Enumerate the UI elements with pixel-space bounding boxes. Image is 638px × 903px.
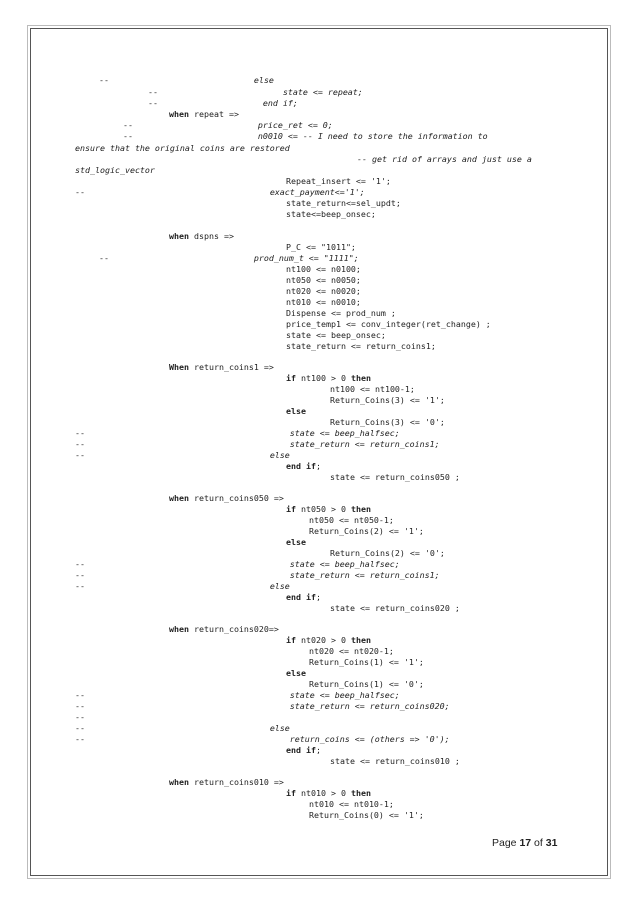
code-line — [75, 450, 290, 460]
code-line — [169, 362, 274, 372]
code-keyword: then — [350, 373, 371, 383]
code-comment: state_return <= return_coins1; — [289, 439, 440, 449]
code-text: Return_Coins(1) <= '1'; — [309, 657, 424, 667]
code-text: return_coins010 => — [188, 777, 284, 787]
code-text: repeat => — [188, 109, 239, 119]
code-line — [330, 472, 460, 482]
code-comment: return_coins <= (others => '0'); — [289, 734, 450, 744]
code-line — [286, 341, 436, 351]
code-comment: -- get rid of arrays and just use a — [357, 154, 532, 164]
code-line — [75, 570, 440, 580]
code-keyword: else — [286, 537, 306, 547]
code-line — [123, 120, 333, 130]
code-text: state<=beep_onsec; — [286, 209, 376, 219]
code-line — [309, 515, 394, 525]
code-comment: else — [269, 723, 290, 733]
code-keyword: end if — [286, 592, 316, 602]
code-line — [286, 406, 306, 416]
code-text: ; — [315, 461, 321, 471]
code-line — [75, 701, 450, 711]
code-line — [309, 657, 424, 667]
code-text: state_return <= return_coins1; — [286, 341, 436, 351]
code-text: nt010 <= nt010-1; — [309, 799, 394, 809]
code-text: nt050 > 0 — [296, 504, 351, 514]
code-line — [75, 187, 365, 197]
code-text: nt100 <= n0100; — [286, 264, 361, 274]
code-keyword: then — [350, 504, 371, 514]
code-text: Dispense <= prod_num ; — [286, 308, 396, 318]
code-keyword: else — [286, 406, 306, 416]
code-line — [148, 87, 363, 97]
code-text: Return_Coins(1) <= '0'; — [309, 679, 424, 689]
code-comment: state_return <= return_coins1; — [289, 570, 440, 580]
code-line — [286, 242, 356, 252]
code-text: -- — [123, 120, 258, 130]
code-text: -- — [148, 98, 263, 108]
code-line — [75, 581, 290, 591]
code-keyword: else — [286, 668, 306, 678]
code-line — [286, 592, 321, 602]
code-line — [286, 176, 391, 186]
code-text: Return_Coins(0) <= '1'; — [309, 810, 424, 820]
code-line — [286, 308, 396, 318]
code-text: -- — [75, 723, 270, 733]
code-line — [309, 646, 394, 656]
code-keyword: end if — [286, 745, 316, 755]
code-text: -- — [75, 734, 290, 744]
code-text: Repeat_insert <= '1'; — [286, 176, 391, 186]
code-keyword: if — [286, 504, 296, 514]
code-text: -- — [75, 439, 290, 449]
code-line — [99, 75, 274, 85]
code-comment: exact_payment<='1'; — [269, 187, 365, 197]
code-comment: state <= beep_halfsec; — [289, 559, 400, 569]
code-line — [75, 559, 400, 569]
code-keyword: if — [286, 788, 296, 798]
code-line — [286, 198, 401, 208]
page-number: 17 — [519, 837, 532, 849]
code-line — [286, 330, 386, 340]
code-comment: state <= repeat; — [282, 87, 363, 97]
code-line — [330, 548, 445, 558]
code-text: nt020 <= nt020-1; — [309, 646, 394, 656]
code-line — [330, 603, 460, 613]
code-text: return_coins050 => — [188, 493, 284, 503]
code-text: price_temp1 <= conv_integer(ret_change) ; — [286, 319, 491, 329]
code-comment: state <= beep_halfsec; — [289, 428, 400, 438]
code-text: -- — [123, 131, 258, 141]
code-line — [75, 439, 440, 449]
code-line — [286, 537, 306, 547]
code-text: ; — [315, 592, 321, 602]
code-text: -- — [148, 87, 283, 97]
code-keyword: when — [169, 231, 189, 241]
total-pages: 31 — [545, 837, 558, 849]
code-line — [309, 526, 424, 536]
code-comment: prod_num_t <= "1111"; — [253, 253, 359, 263]
code-text: -- — [75, 690, 290, 700]
code-text: nt050 <= n0050; — [286, 275, 361, 285]
code-line — [148, 98, 298, 108]
code-line — [330, 417, 445, 427]
code-line — [75, 712, 85, 722]
code-line — [286, 319, 491, 329]
code-line — [330, 384, 415, 394]
code-text: -- — [75, 712, 85, 722]
code-line — [357, 154, 532, 164]
code-keyword: then — [350, 788, 371, 798]
code-line — [169, 777, 284, 787]
code-line — [286, 788, 371, 798]
page-label: Page — [492, 837, 520, 849]
code-line — [286, 461, 321, 471]
code-text: nt100 <= nt100-1; — [330, 384, 415, 394]
code-text: -- — [75, 428, 290, 438]
code-comment: else — [269, 581, 290, 591]
code-text: -- — [75, 187, 270, 197]
code-keyword: when — [169, 493, 189, 503]
code-line — [286, 264, 361, 274]
code-text: state <= return_coins010 ; — [330, 756, 460, 766]
code-line — [286, 668, 306, 678]
code-comment: ensure that the original coins are restored — [75, 143, 290, 153]
code-line — [286, 745, 321, 755]
code-keyword: then — [350, 635, 371, 645]
code-text: nt020 <= n0020; — [286, 286, 361, 296]
code-text: Return_Coins(2) <= '0'; — [330, 548, 445, 558]
code-line — [75, 165, 155, 175]
code-line — [286, 373, 371, 383]
code-keyword: when — [169, 624, 189, 634]
code-comment: n0010 <= -- I need to store the information to — [257, 131, 488, 141]
code-text: ; — [315, 745, 321, 755]
code-comment: end if; — [262, 98, 298, 108]
code-text: nt010 <= n0010; — [286, 297, 361, 307]
code-keyword: if — [286, 635, 296, 645]
code-line — [286, 297, 361, 307]
code-text: state <= return_coins020 ; — [330, 603, 460, 613]
code-text: -- — [75, 581, 270, 591]
code-text: -- — [99, 253, 254, 263]
code-comment: state <= beep_halfsec; — [289, 690, 400, 700]
code-text: nt020 > 0 — [296, 635, 351, 645]
code-line — [286, 504, 371, 514]
code-comment: price_ret <= 0; — [257, 120, 333, 130]
code-line — [330, 756, 460, 766]
code-text: Return_Coins(3) <= '1'; — [330, 395, 445, 405]
code-line — [169, 624, 279, 634]
code-keyword: end if — [286, 461, 316, 471]
code-text: return_coins1 => — [188, 362, 274, 372]
code-line — [99, 253, 359, 263]
code-text: -- — [75, 450, 270, 460]
code-text: nt050 <= nt050-1; — [309, 515, 394, 525]
code-line — [286, 275, 361, 285]
code-line — [330, 395, 445, 405]
code-line — [123, 131, 488, 141]
code-line — [309, 679, 424, 689]
code-line — [286, 209, 376, 219]
code-comment: std_logic_vector — [75, 165, 155, 175]
code-text: -- — [75, 559, 290, 569]
code-keyword: if — [286, 373, 296, 383]
code-line — [75, 690, 400, 700]
code-line — [169, 231, 234, 241]
code-line — [75, 734, 450, 744]
code-comment: else — [269, 450, 290, 460]
of-label: of — [531, 837, 546, 849]
code-text: nt100 > 0 — [296, 373, 351, 383]
code-text: return_coins020=> — [188, 624, 279, 634]
code-comment: else — [253, 75, 274, 85]
code-text: dspns => — [188, 231, 234, 241]
code-line — [75, 143, 290, 153]
code-comment: state_return <= return_coins020; — [289, 701, 450, 711]
code-text: state <= return_coins050 ; — [330, 472, 460, 482]
code-line — [309, 799, 394, 809]
page-footer — [492, 837, 557, 849]
code-text: state_return<=sel_updt; — [286, 198, 401, 208]
code-line — [75, 428, 400, 438]
code-text: state <= beep_onsec; — [286, 330, 386, 340]
code-line — [286, 286, 361, 296]
code-text: nt010 > 0 — [296, 788, 351, 798]
code-text: -- — [75, 570, 290, 580]
code-line — [75, 723, 290, 733]
code-line — [286, 635, 371, 645]
code-line — [309, 810, 424, 820]
code-line — [169, 493, 284, 503]
code-text: Return_Coins(3) <= '0'; — [330, 417, 445, 427]
code-text: P_C <= "1011"; — [286, 242, 356, 252]
code-text: Return_Coins(2) <= '1'; — [309, 526, 424, 536]
code-keyword: when — [169, 777, 189, 787]
code-text: -- — [75, 701, 290, 711]
code-line — [169, 109, 239, 119]
code-text: -- — [99, 75, 254, 85]
code-keyword: when — [169, 109, 189, 119]
code-keyword: When — [169, 362, 189, 372]
